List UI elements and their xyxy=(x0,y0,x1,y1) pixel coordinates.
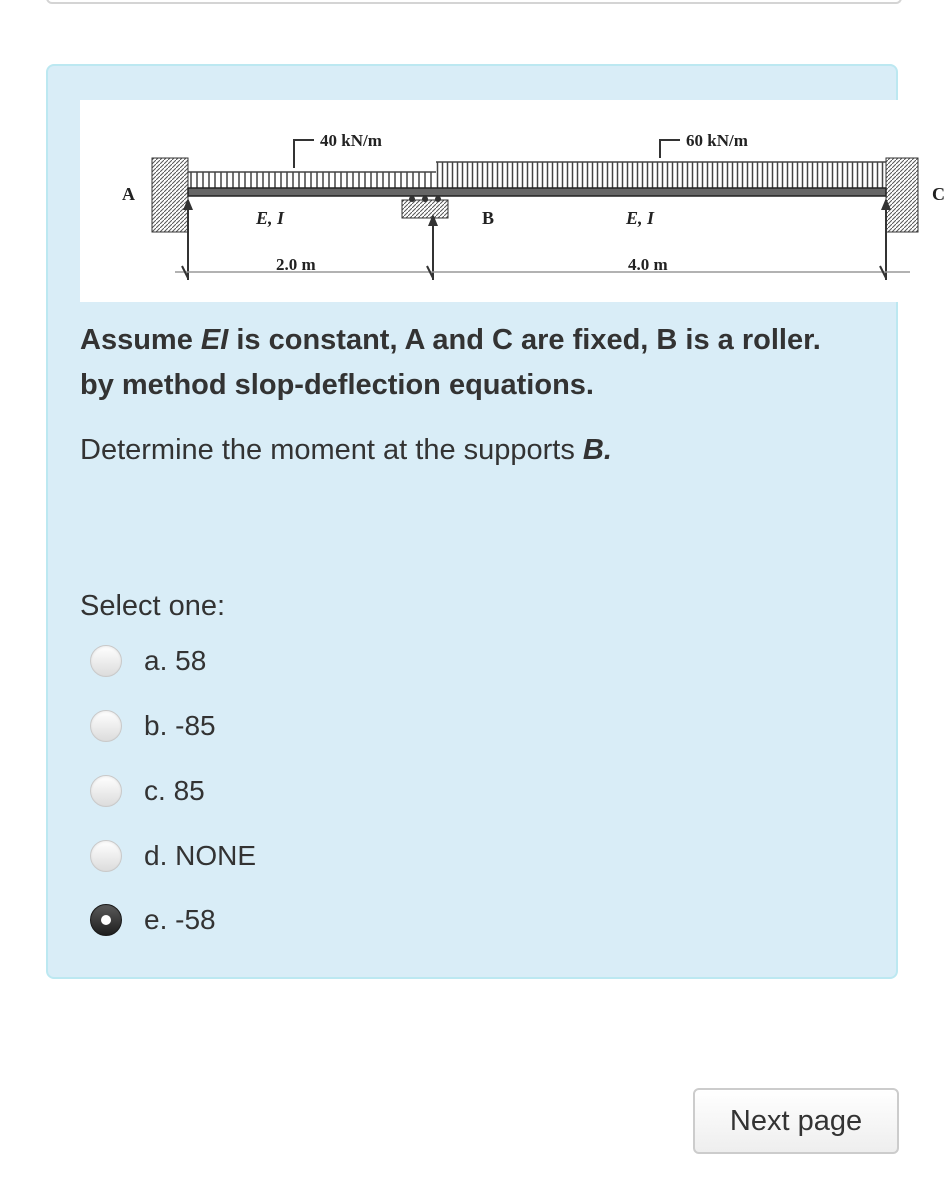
label-b: B xyxy=(482,208,495,228)
question-rest: is constant, A and C are fixed, B is a roller. by method slop-deflection equations. xyxy=(80,324,821,401)
radio-button-b[interactable] xyxy=(90,710,122,742)
beam-diagram xyxy=(80,100,946,302)
select-one-label: Select one: xyxy=(80,590,226,622)
option-label-c: c. 85 xyxy=(144,775,205,806)
question-ei: EI xyxy=(200,324,229,356)
answer-option-c[interactable] xyxy=(90,771,205,811)
question-sub-bold: B. xyxy=(582,434,612,466)
option-label-e: e. -58 xyxy=(144,904,216,935)
radio-button-a[interactable] xyxy=(90,645,122,677)
load-40-knm xyxy=(188,172,436,188)
answer-option-e[interactable] xyxy=(90,900,216,940)
radio-button-e-selected[interactable] xyxy=(90,904,122,936)
label-a: A xyxy=(122,184,135,204)
answer-option-d[interactable] xyxy=(90,836,256,876)
load-60-knm xyxy=(436,162,886,188)
span-label-right: 4.0 m xyxy=(628,255,668,274)
question-prefix: Assume xyxy=(80,324,201,356)
label-c: C xyxy=(932,184,945,204)
radio-button-d[interactable] xyxy=(90,840,122,872)
option-label-a: a. 58 xyxy=(144,645,207,676)
load-label-right: 60 kN/m xyxy=(686,131,748,150)
option-label-b: b. -85 xyxy=(144,710,216,741)
load-label-left: 40 kN/m xyxy=(320,131,382,150)
previous-panel-edge xyxy=(46,0,902,4)
fixed-support-c xyxy=(886,158,918,232)
roller-support-b xyxy=(402,200,448,218)
beam xyxy=(188,188,886,196)
span-label-left: 2.0 m xyxy=(276,255,316,274)
fixed-support-a xyxy=(152,158,188,232)
answer-option-a[interactable] xyxy=(90,641,206,681)
next-page-button[interactable]: Next page xyxy=(693,1088,899,1154)
ei-label-right: E, I xyxy=(626,208,655,228)
question-text xyxy=(80,318,860,408)
radio-button-c[interactable] xyxy=(90,775,122,807)
ei-label-left: E, I xyxy=(256,208,285,228)
question-sub-prefix: Determine the moment at the supports xyxy=(80,434,583,466)
question-subtext xyxy=(80,430,612,470)
answer-option-b[interactable] xyxy=(90,706,216,746)
option-label-d: d. NONE xyxy=(144,840,257,871)
